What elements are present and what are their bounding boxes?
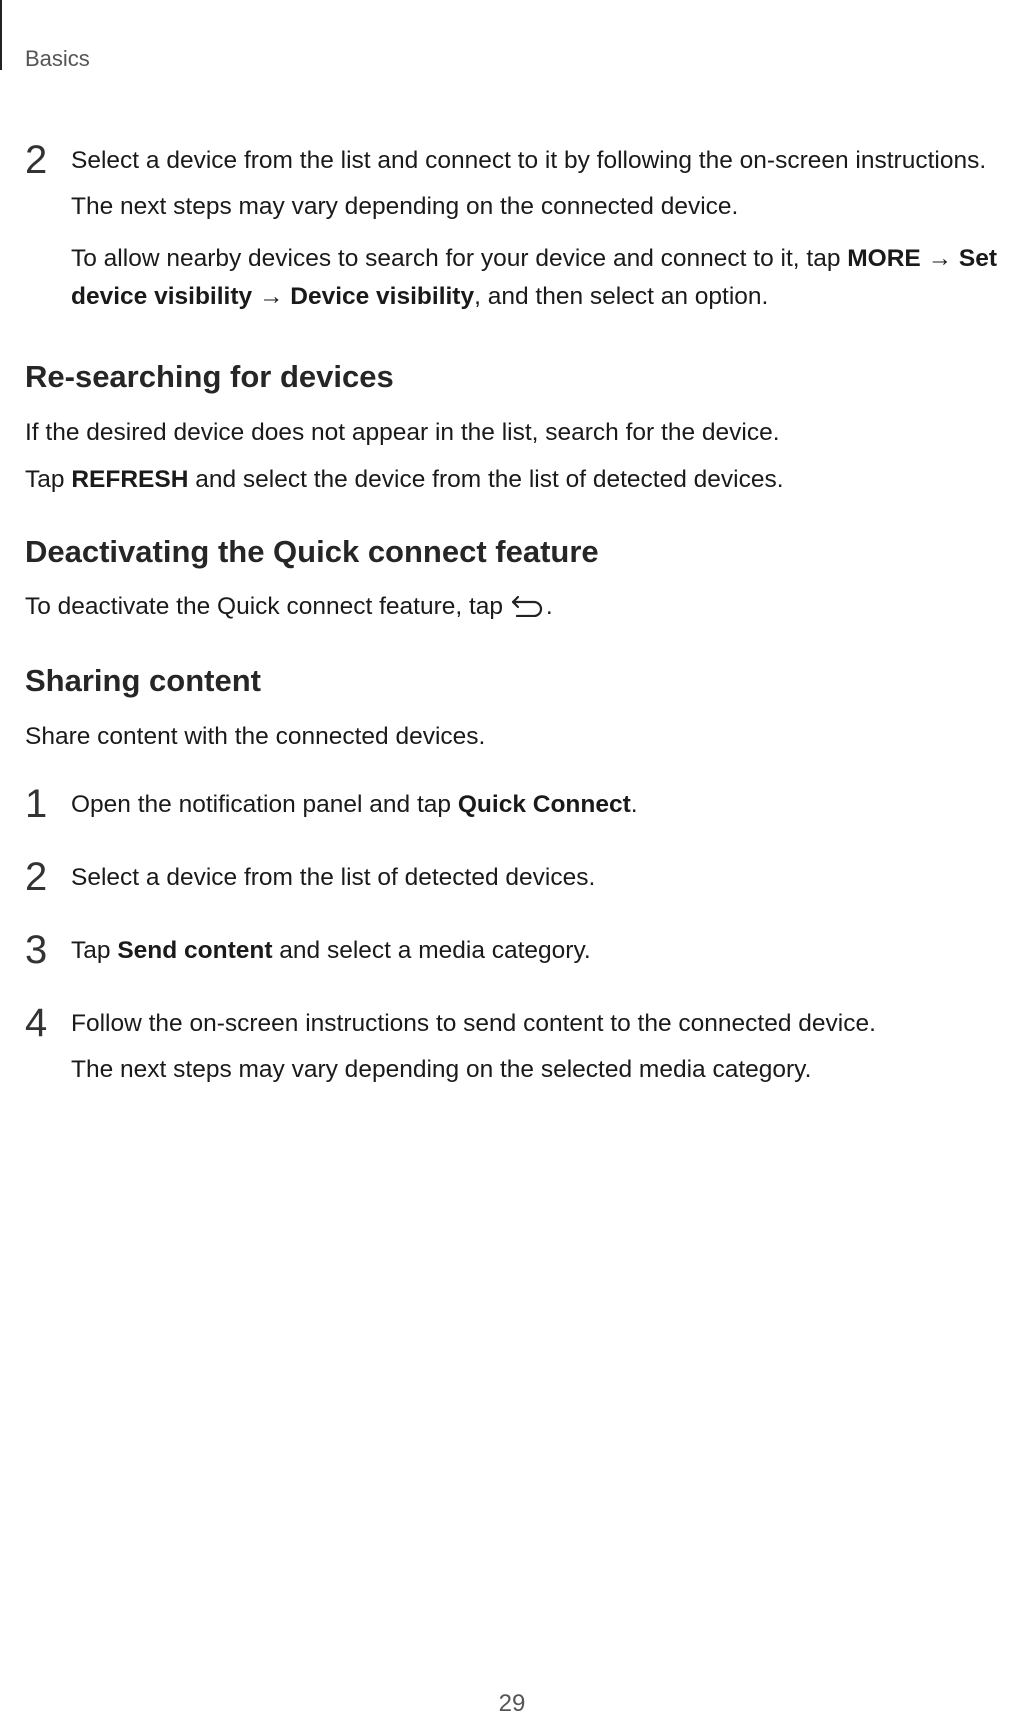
step-text: Open the notification panel and tap Quick Connect.	[71, 791, 638, 818]
refresh-label: REFRESH	[71, 466, 189, 493]
visibility-instructions: To allow nearby devices to search for your device and connect to it, tap MORE → Set device visibility → Device visibility, and then select an option.	[71, 245, 998, 310]
step-text: Select a device from the list and connect to it by following the on-screen instructions.	[71, 147, 987, 174]
step-number: 3	[25, 928, 48, 972]
page-number: 29	[498, 1690, 526, 1717]
sharing-heading: Sharing content	[25, 663, 261, 698]
back-arrow-icon	[510, 593, 546, 617]
step-number: 2	[25, 138, 48, 182]
step-text: Tap Send content and select a media category.	[71, 937, 591, 964]
more-label: MORE	[847, 245, 921, 272]
researching-heading: Re-searching for devices	[25, 359, 394, 394]
deactivate-para: To deactivate the Quick connect feature, tap .	[25, 593, 553, 620]
researching-para: If the desired device does not appear in the list, search for the device.	[25, 419, 780, 446]
corner-rule	[0, 0, 2, 70]
step-note: The next steps may vary depending on the connected device.	[71, 193, 739, 220]
deactivate-heading: Deactivating the Quick connect feature	[25, 534, 599, 569]
device-visibility-label: Device visibility	[290, 283, 475, 310]
set-device-visibility-label: Set device visibility	[71, 245, 998, 310]
step-text: Follow the on-screen instructions to send content to the connected device.	[71, 1010, 876, 1037]
step-note: The next steps may vary depending on the selected media category.	[71, 1056, 812, 1083]
refresh-para: Tap REFRESH and select the device from the list of detected devices.	[25, 466, 784, 493]
step-number: 2	[25, 855, 48, 899]
quick-connect-label: Quick Connect	[457, 791, 631, 818]
send-content-label: Send content	[117, 937, 273, 964]
section-header: Basics	[25, 46, 90, 71]
step-text: Select a device from the list of detected devices.	[71, 864, 596, 891]
step-number: 1	[25, 782, 48, 826]
step-number: 4	[25, 1001, 48, 1045]
sharing-intro: Share content with the connected devices.	[25, 723, 486, 750]
